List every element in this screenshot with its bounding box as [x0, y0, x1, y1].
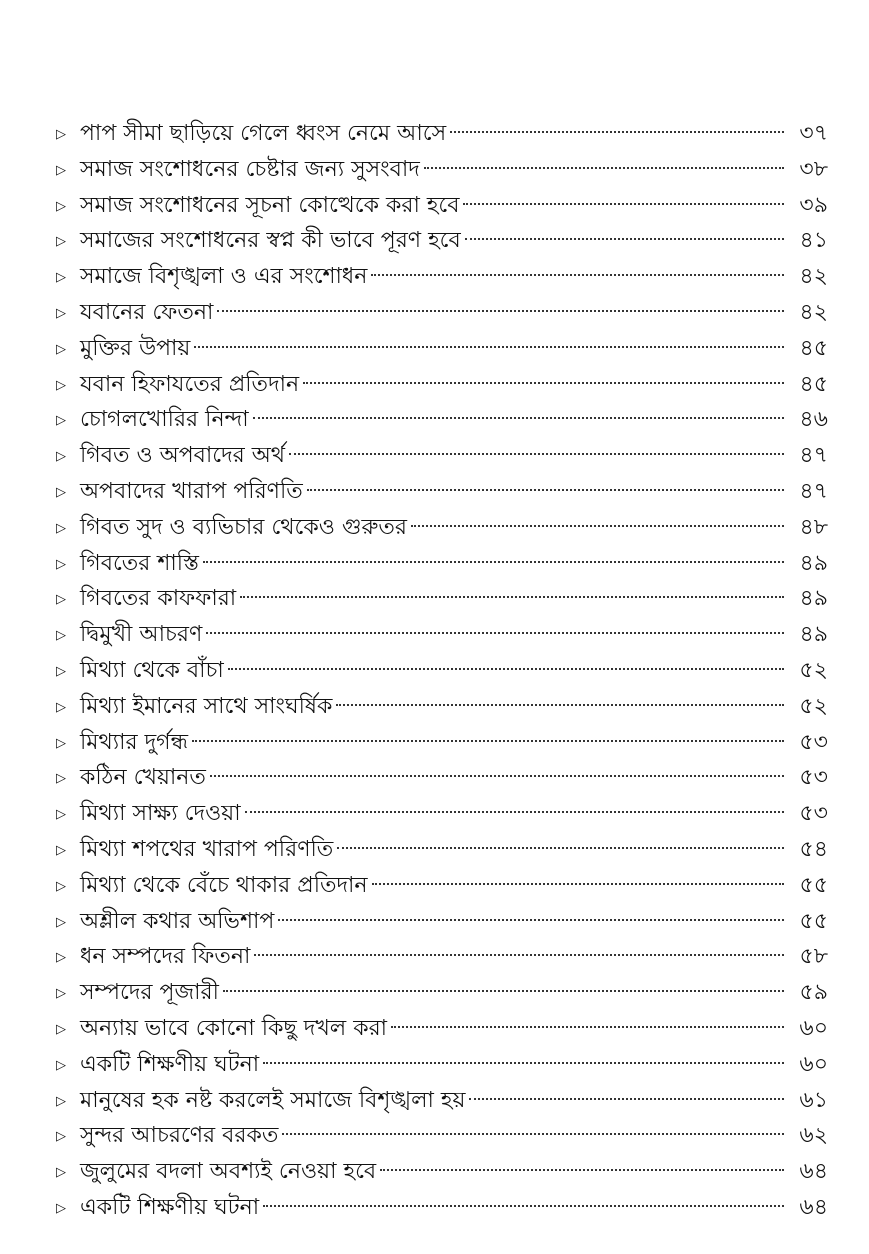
dot-leader [192, 740, 784, 742]
toc-item [56, 868, 828, 904]
toc-item-page-number: ৬২ [799, 1123, 828, 1149]
toc-item [56, 760, 828, 796]
toc-item-title: যবানের ফেতনা [80, 299, 214, 325]
toc-item-page-number: ৪৫ [799, 335, 828, 361]
dot-leader [228, 668, 784, 670]
dot-leader [391, 1026, 784, 1028]
triangle-right-icon: ▷ [56, 234, 66, 250]
toc-item [56, 725, 828, 761]
dot-leader [223, 990, 784, 992]
toc-item-title: দ্বিমুখী আচরণ [80, 622, 203, 648]
toc-item [56, 295, 828, 331]
toc-item-title: সুন্দর আচরণের বরকত [80, 1123, 279, 1149]
toc-item-page-number: ৬১ [799, 1087, 828, 1113]
dot-leader [245, 811, 784, 813]
triangle-right-icon: ▷ [56, 842, 66, 858]
toc-item-title: একটি শিক্ষণীয় ঘটনা [80, 1051, 260, 1077]
toc-item-page-number: ৬০ [799, 1015, 828, 1041]
toc-item-page-number: ৫৮ [799, 944, 828, 970]
toc-item-title: অন্যায় ভাবে কোনো কিছু দখল করা [80, 1015, 388, 1041]
toc-item-title: পাপ সীমা ছাড়িয়ে গেলে ধ্বংস নেমে আসে [80, 121, 447, 146]
triangle-right-icon: ▷ [56, 162, 66, 178]
toc-item [56, 1011, 828, 1047]
dot-leader [282, 1133, 784, 1135]
toc-item [56, 116, 828, 152]
toc-item-page-number: ৪৮ [799, 514, 828, 540]
toc-item-page-number: ৫২ [799, 693, 828, 719]
dot-leader [217, 310, 784, 312]
dot-leader [210, 775, 784, 777]
toc-item-title: সমাজ সংশোধনের সূচনা কোত্থেকে করা হবে [80, 192, 460, 218]
toc-item-page-number: ৬৪ [799, 1194, 828, 1220]
dot-leader [263, 1062, 784, 1064]
toc-item-page-number: ৪৯ [799, 622, 828, 648]
dot-leader [263, 1205, 784, 1207]
dot-leader [278, 919, 784, 921]
toc-item-page-number: ৬০ [799, 1051, 828, 1077]
toc-item-page-number: ৪১ [799, 228, 828, 254]
toc-item-page-number: ৪৯ [799, 586, 828, 612]
triangle-right-icon: ▷ [56, 1093, 66, 1109]
triangle-right-icon: ▷ [56, 807, 66, 823]
toc-item-title: কঠিন খেয়ানত [80, 765, 206, 791]
toc-item [56, 581, 828, 617]
dot-leader [450, 131, 784, 133]
toc-item-title: মিথ্যা থেকে বাঁচা [80, 657, 224, 683]
dot-leader [289, 453, 784, 455]
toc-item-page-number: ৪৫ [799, 371, 828, 397]
toc-item-page-number: ৫৪ [799, 836, 828, 862]
triangle-right-icon: ▷ [56, 520, 66, 536]
toc-item-page-number: ৫৩ [799, 729, 828, 755]
toc-item [56, 1154, 828, 1190]
dot-leader [380, 1169, 784, 1171]
toc-item-title: সম্পদের পূজারী [80, 980, 219, 1006]
toc-item [56, 438, 828, 474]
toc-item [56, 1118, 828, 1154]
toc-item-title: মিথ্যা ইমানের সাথে সাংঘর্ষিক [80, 693, 333, 719]
triangle-right-icon: ▷ [56, 878, 66, 894]
triangle-right-icon: ▷ [56, 556, 66, 572]
dot-leader [303, 382, 784, 384]
triangle-right-icon: ▷ [56, 377, 66, 393]
toc-item-page-number: ৬৪ [799, 1159, 828, 1185]
dot-leader [336, 704, 784, 706]
dot-leader [194, 346, 784, 348]
toc-item [56, 474, 828, 510]
triangle-right-icon: ▷ [56, 127, 66, 142]
dot-leader [240, 596, 784, 598]
toc-item-page-number: ৫৫ [799, 872, 828, 898]
toc-item-page-number: ৫৩ [799, 765, 828, 791]
toc-item-title: সমাজে বিশৃঙ্খলা ও এর সংশোধন [80, 264, 368, 290]
triangle-right-icon: ▷ [56, 1057, 66, 1073]
toc-item-title: গিবত ও অপবাদের অর্থ [80, 443, 286, 469]
triangle-right-icon: ▷ [56, 305, 66, 321]
toc-item [56, 653, 828, 689]
triangle-right-icon: ▷ [56, 986, 66, 1002]
triangle-right-icon: ▷ [56, 1021, 66, 1037]
triangle-right-icon: ▷ [56, 950, 66, 966]
toc-item-title: মিথ্যার দুর্গন্ধ [80, 729, 189, 755]
toc-item [56, 975, 828, 1011]
toc-item [56, 1047, 828, 1083]
triangle-right-icon: ▷ [56, 1165, 66, 1181]
toc-item [56, 832, 828, 868]
dot-leader [465, 238, 784, 240]
toc-item [56, 223, 828, 259]
toc-item-page-number: ৫৩ [799, 801, 828, 827]
table-of-contents [56, 116, 828, 1226]
toc-item [56, 1190, 828, 1226]
toc-item-page-number: ৫২ [799, 657, 828, 683]
toc-item-page-number: ৪৭ [799, 478, 828, 504]
toc-item [56, 939, 828, 975]
toc-item [56, 1083, 828, 1119]
dot-leader [372, 883, 784, 885]
toc-item-page-number: ৫৯ [799, 980, 828, 1006]
dot-leader [424, 167, 784, 169]
toc-item [56, 510, 828, 546]
triangle-right-icon: ▷ [56, 699, 66, 715]
toc-item-page-number: ৫৫ [799, 908, 828, 934]
toc-item-title: মিথ্যা থেকে বেঁচে থাকার প্রতিদান [80, 872, 368, 898]
dot-leader [203, 561, 784, 563]
toc-item-title: গিবতের শাস্তি [80, 550, 199, 576]
triangle-right-icon: ▷ [56, 592, 66, 608]
toc-item-page-number: ৪৯ [799, 550, 828, 576]
toc-item [56, 904, 828, 940]
triangle-right-icon: ▷ [56, 735, 66, 751]
triangle-right-icon: ▷ [56, 1200, 66, 1216]
toc-item-page-number: ৩৭ [799, 121, 828, 146]
triangle-right-icon: ▷ [56, 449, 66, 465]
toc-item-title: মিথ্যা সাক্ষ্য দেওয়া [80, 801, 241, 827]
toc-item [56, 188, 828, 224]
toc-item [56, 617, 828, 653]
toc-item [56, 259, 828, 295]
toc-item-title: সমাজ সংশোধনের চেষ্টার জন্য সুসংবাদ [80, 156, 420, 182]
toc-item-title: অশ্লীল কথার অভিশাপ [80, 908, 275, 934]
toc-item-page-number: ৪৬ [799, 407, 828, 433]
dot-leader [469, 1098, 784, 1100]
triangle-right-icon: ▷ [56, 771, 66, 787]
toc-item-title: গিবতের কাফফারা [80, 586, 237, 612]
toc-item [56, 796, 828, 832]
toc-item [56, 689, 828, 725]
dot-leader [254, 954, 784, 956]
toc-item-title: সমাজের সংশোধনের স্বপ্ন কী ভাবে পূরণ হবে [80, 228, 461, 254]
toc-item-page-number: ৪৭ [799, 443, 828, 469]
toc-item-title: মুক্তির উপায় [80, 335, 191, 361]
toc-item-title: মিথ্যা শপথের খারাপ পরিণতি [80, 836, 334, 862]
triangle-right-icon: ▷ [56, 198, 66, 214]
toc-item-title: ধন সম্পদের ফিতনা [80, 944, 251, 970]
dot-leader [253, 417, 784, 419]
dot-leader [371, 274, 784, 276]
triangle-right-icon: ▷ [56, 663, 66, 679]
toc-item [56, 367, 828, 403]
toc-item [56, 331, 828, 367]
toc-item-page-number: ৪২ [799, 264, 828, 290]
dot-leader [463, 203, 784, 205]
toc-item-page-number: ৩৮ [799, 156, 828, 182]
triangle-right-icon: ▷ [56, 413, 66, 429]
dot-leader [411, 525, 784, 527]
dot-leader [337, 847, 784, 849]
toc-item-title: মানুষের হক নষ্ট করলেই সমাজে বিশৃঙ্খলা হয় [80, 1087, 466, 1113]
dot-leader [307, 489, 784, 491]
toc-item-title: একটি শিক্ষণীয় ঘটনা [80, 1194, 260, 1220]
triangle-right-icon: ▷ [56, 484, 66, 500]
triangle-right-icon: ▷ [56, 1129, 66, 1145]
toc-item-title: যবান হিফাযতের প্রতিদান [80, 371, 300, 397]
toc-item-title: জুলুমের বদলা অবশ্যই নেওয়া হবে [80, 1159, 377, 1185]
triangle-right-icon: ▷ [56, 341, 66, 357]
toc-item-title: গিবত সুদ ও ব্যভিচার থেকেও গুরুতর [80, 514, 407, 540]
toc-item-title: চোগলখোরির নিন্দা [80, 407, 249, 433]
toc-item-page-number: ৪২ [799, 299, 828, 325]
triangle-right-icon: ▷ [56, 270, 66, 286]
dot-leader [206, 632, 784, 634]
toc-item [56, 402, 828, 438]
toc-item [56, 546, 828, 582]
triangle-right-icon: ▷ [56, 914, 66, 930]
toc-item [56, 152, 828, 188]
toc-item-title: অপবাদের খারাপ পরিণতি [80, 478, 303, 504]
toc-item-page-number: ৩৯ [799, 192, 828, 218]
triangle-right-icon: ▷ [56, 628, 66, 644]
